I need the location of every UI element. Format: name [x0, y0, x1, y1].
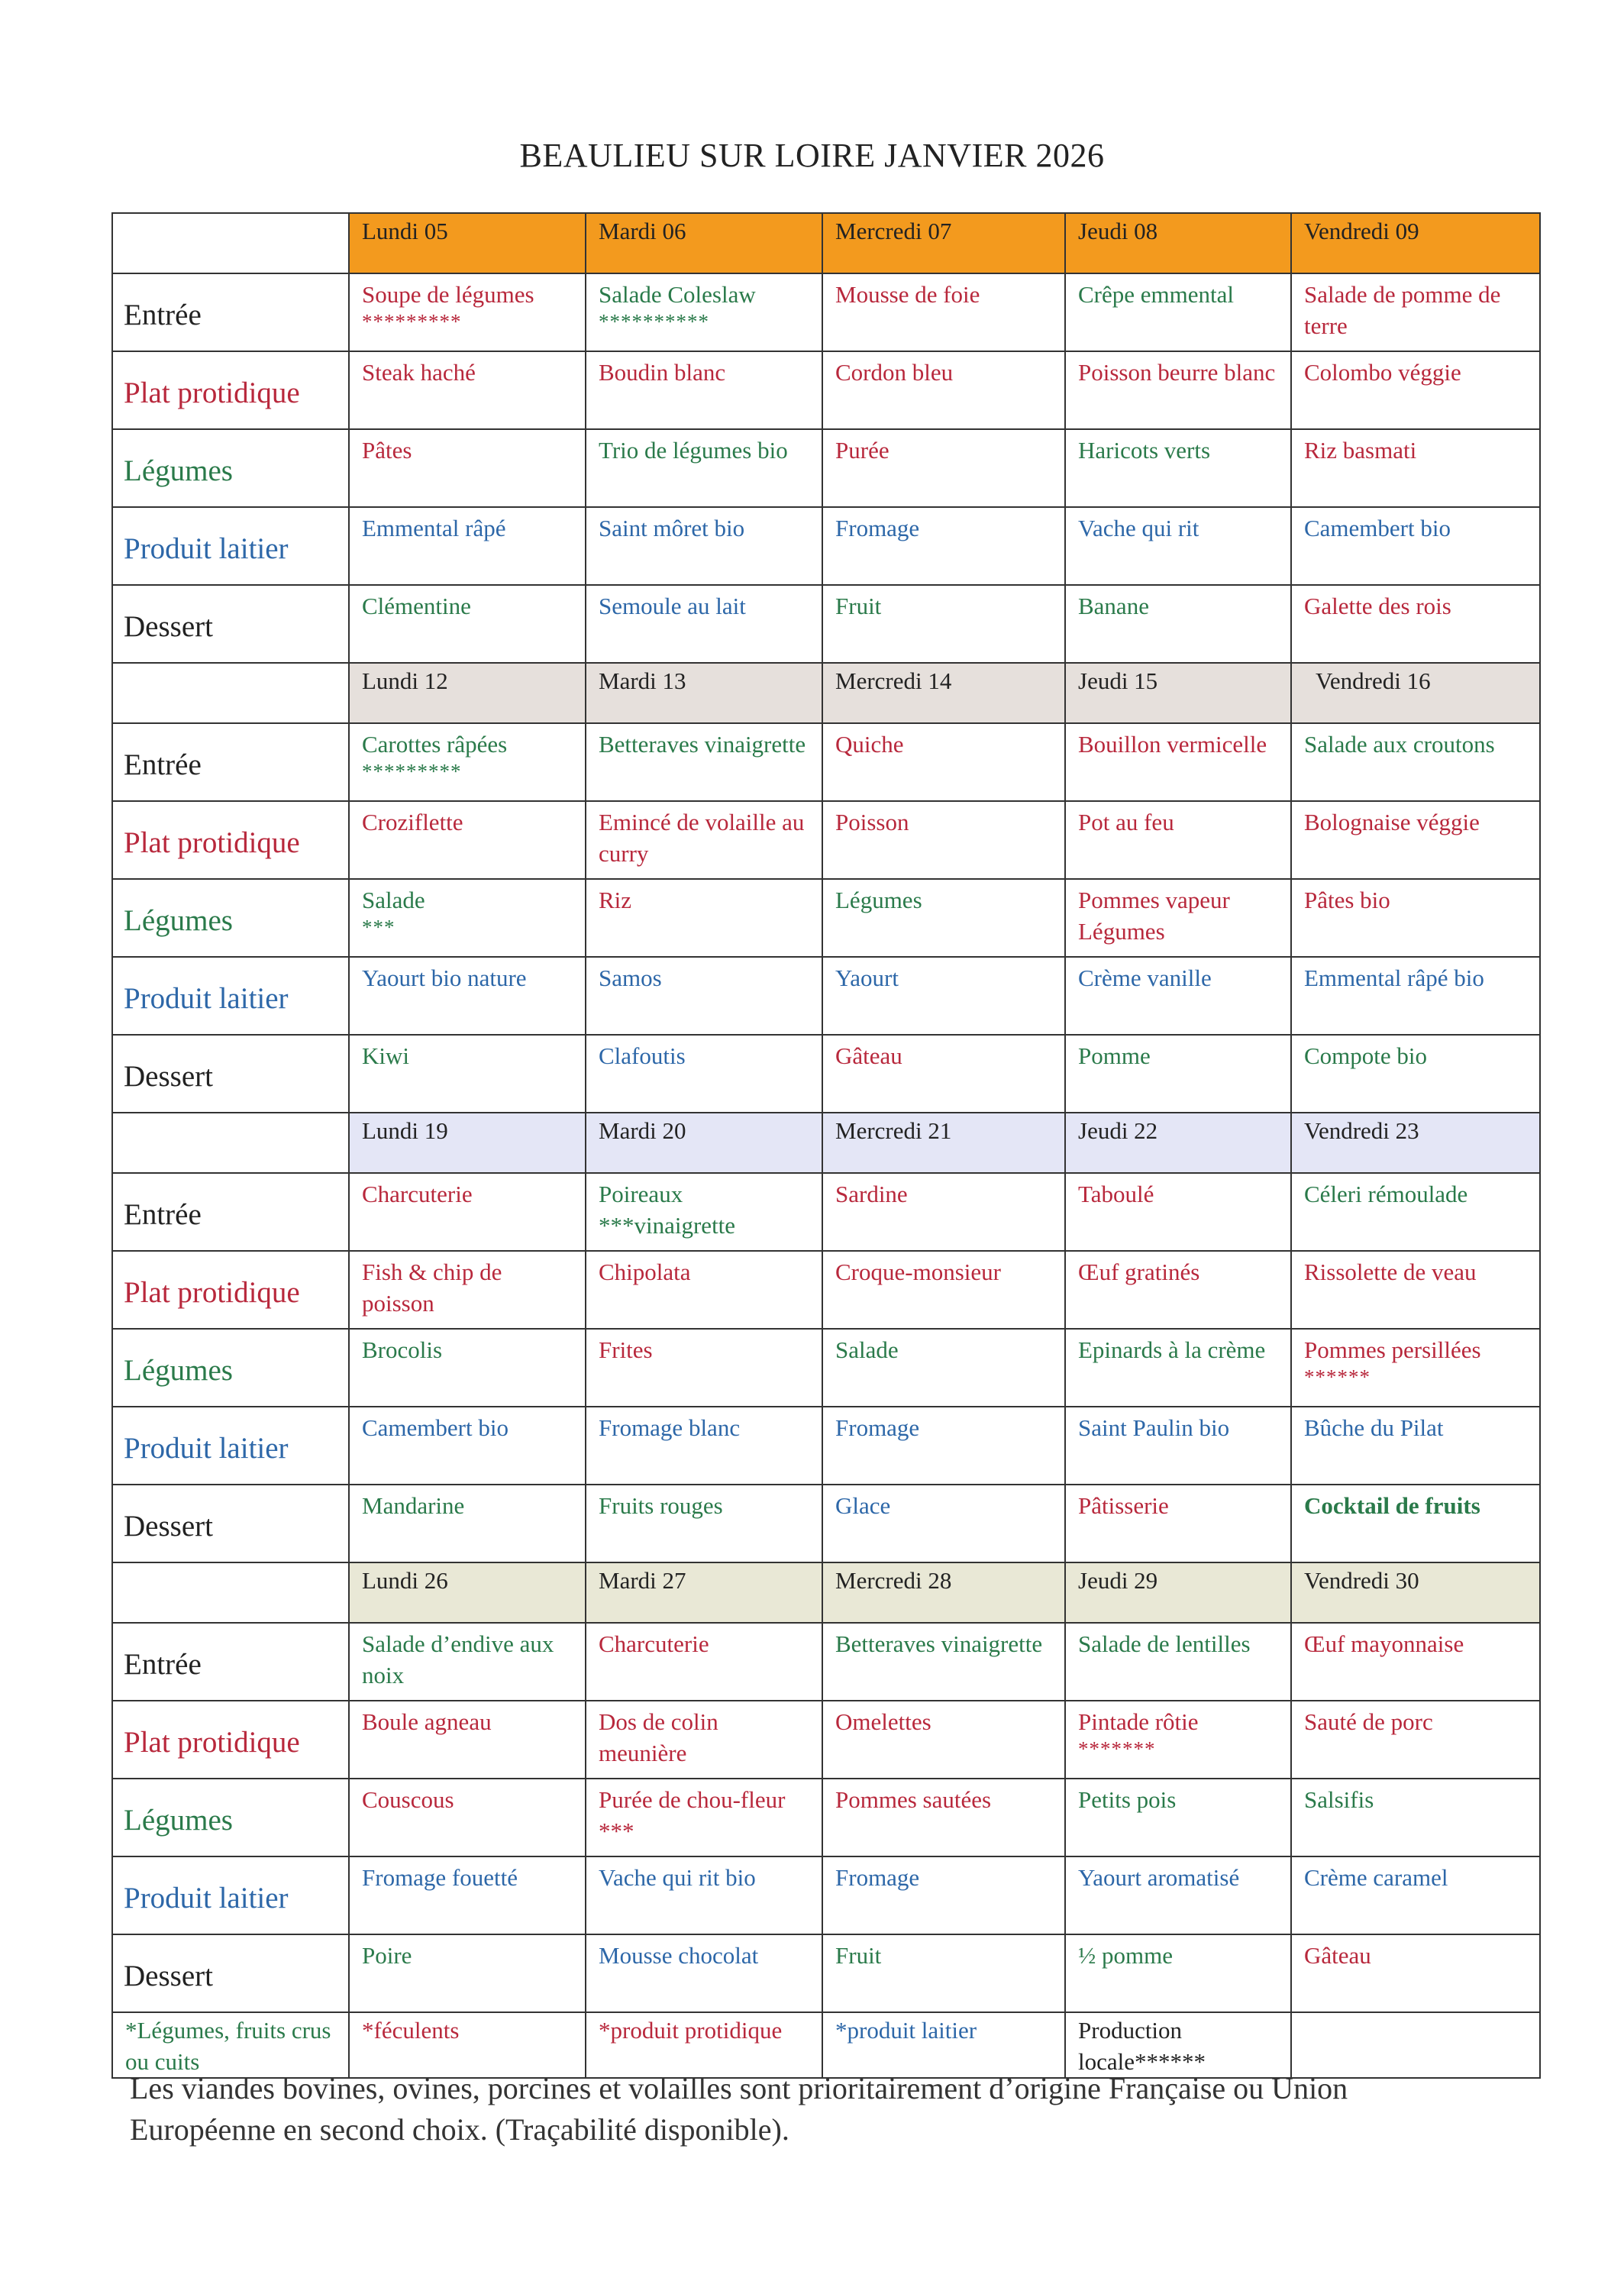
dish-cell [822, 1779, 1065, 1856]
meal-row [112, 723, 1540, 801]
dish-cell [349, 585, 586, 663]
meal-row [112, 1329, 1540, 1407]
dish-name: Saint môret bio [599, 515, 745, 541]
dish-name: Steak haché [362, 359, 476, 386]
dish-name: Riz basmati [1304, 437, 1417, 464]
dish-name: Boudin blanc [599, 359, 726, 386]
row-label: Entrée [112, 723, 349, 801]
dish-name: Fish & chip de poisson [362, 1259, 502, 1317]
dish-cell [1065, 1251, 1291, 1329]
dish-cell [1291, 585, 1540, 663]
meal-row [112, 1407, 1540, 1485]
dish-cell [822, 1251, 1065, 1329]
dish-name: Fruit [835, 1942, 882, 1969]
dish-name: Camembert bio [362, 1414, 509, 1441]
dish-name: Kiwi [362, 1042, 409, 1069]
dish-name: Bûche du Pilat [1304, 1414, 1444, 1441]
dish-cell [1291, 1407, 1540, 1485]
day-header: Mardi 27 [586, 1562, 822, 1623]
dish-name: Quiche [835, 731, 904, 758]
dish-name: Glace [835, 1492, 891, 1519]
blank-corner-cell [112, 663, 349, 723]
dish-name: Salade Coleslaw [599, 281, 756, 308]
day-header: Vendredi 16 [1291, 663, 1540, 723]
dish-name: Salade aux croutons [1304, 731, 1495, 758]
day-header: Jeudi 29 [1065, 1562, 1291, 1623]
week-header-row [112, 213, 1540, 273]
dish-cell [1291, 351, 1540, 429]
dish-name: Taboulé [1078, 1181, 1154, 1207]
dish-cell [586, 1934, 822, 2012]
dish-cell [1291, 1623, 1540, 1701]
row-label: Légumes [112, 1779, 349, 1856]
dish-name: Bouillon vermicelle [1078, 731, 1267, 758]
menu-table-body [112, 213, 1540, 2078]
dish-cell [1291, 1173, 1540, 1251]
dish-cell [1065, 957, 1291, 1035]
row-label: Produit laitier [112, 1856, 349, 1934]
dish-name: Salade [835, 1336, 899, 1363]
dish-name: Colombo véggie [1304, 359, 1461, 386]
dish-cell [1291, 1329, 1540, 1407]
dish-cell [1291, 1856, 1540, 1934]
day-header: Jeudi 15 [1065, 663, 1291, 723]
day-header: Vendredi 23 [1291, 1113, 1540, 1173]
day-header: Lundi 12 [349, 663, 586, 723]
dish-cell [1291, 957, 1540, 1035]
dish-name: Charcuterie [362, 1181, 473, 1207]
dish-cell [349, 1934, 586, 2012]
marker-stars: ********* [362, 760, 462, 783]
dish-cell [349, 1623, 586, 1701]
dish-name: Rissolette de veau [1304, 1259, 1477, 1285]
marker-stars: ******* [1078, 1737, 1156, 1760]
dish-cell [822, 1856, 1065, 1934]
dish-name: Banane [1078, 593, 1149, 619]
dish-cell [586, 1251, 822, 1329]
meal-row [112, 1934, 1540, 2012]
legend-item: *produit protidique [586, 2012, 822, 2078]
dish-cell [822, 429, 1065, 507]
dish-cell [1065, 723, 1291, 801]
meal-row [112, 1173, 1540, 1251]
page-title: BEAULIEU SUR LOIRE JANVIER 2026 [519, 137, 1105, 174]
dish-cell [1291, 273, 1540, 351]
dish-name: Crêpe emmental [1078, 281, 1234, 308]
dish-name: Purée [835, 437, 889, 464]
dish-name: Mousse chocolat [599, 1942, 759, 1969]
dish-name: Pâtisserie [1078, 1492, 1169, 1519]
dish-name: Soupe de légumes [362, 281, 534, 308]
dish-cell [586, 351, 822, 429]
blank-corner-cell [112, 1113, 349, 1173]
dish-cell [349, 1251, 586, 1329]
dish-name: Pâtes bio [1304, 887, 1390, 913]
meal-row [112, 1701, 1540, 1779]
dish-name: Haricots verts [1078, 437, 1211, 464]
blank-corner-cell [112, 213, 349, 273]
dish-cell [586, 429, 822, 507]
dish-cell [349, 429, 586, 507]
dish-name: Salade de lentilles [1078, 1630, 1251, 1657]
dish-name: Semoule au lait [599, 593, 746, 619]
marker-stars: ********** [599, 310, 709, 333]
dish-cell [1291, 1934, 1540, 2012]
row-label: Produit laitier [112, 1407, 349, 1485]
dish-cell [1065, 1407, 1291, 1485]
dish-name: Pot au feu [1078, 809, 1174, 835]
day-header: Mercredi 21 [822, 1113, 1065, 1173]
day-header: Mardi 06 [586, 213, 822, 273]
dish-cell [1065, 1779, 1291, 1856]
dish-cell [349, 273, 586, 351]
dish-name: Clémentine [362, 593, 471, 619]
dish-cell [349, 879, 586, 957]
dish-cell [1065, 1329, 1291, 1407]
dish-cell [1291, 1251, 1540, 1329]
dish-cell [822, 723, 1065, 801]
dish-cell [349, 801, 586, 879]
row-label: Entrée [112, 1173, 349, 1251]
dish-cell [586, 879, 822, 957]
dish-name: Croque-monsieur [835, 1259, 1001, 1285]
row-label: Plat protidique [112, 351, 349, 429]
dish-name: Croziflette [362, 809, 463, 835]
dish-name: Crème caramel [1304, 1864, 1448, 1891]
marker-stars: ****** [1304, 1365, 1371, 1388]
row-label: Légumes [112, 1329, 349, 1407]
dish-cell [349, 351, 586, 429]
dish-cell [1065, 585, 1291, 663]
row-label: Dessert [112, 585, 349, 663]
dish-cell [1291, 1485, 1540, 1562]
day-header: Mercredi 28 [822, 1562, 1065, 1623]
dish-name: Crème vanille [1078, 965, 1212, 991]
meal-row [112, 957, 1540, 1035]
dish-name: Œuf gratinés [1078, 1259, 1200, 1285]
day-header: Jeudi 22 [1065, 1113, 1291, 1173]
dish-name: Fromage blanc [599, 1414, 741, 1441]
dish-name: Emmental râpé bio [1304, 965, 1484, 991]
dish-name: Gâteau [1304, 1942, 1371, 1969]
dish-cell [586, 1856, 822, 1934]
dish-cell [1291, 507, 1540, 585]
dish-cell [586, 1485, 822, 1562]
row-label: Dessert [112, 1934, 349, 2012]
dish-name: Céleri rémoulade [1304, 1181, 1468, 1207]
menu-table [111, 212, 1541, 2079]
dish-cell [1291, 879, 1540, 957]
dish-name: Petits pois [1078, 1786, 1177, 1813]
row-label: Légumes [112, 879, 349, 957]
meal-row [112, 351, 1540, 429]
dish-cell [349, 1035, 586, 1113]
dish-name: Mousse de foie [835, 281, 980, 308]
day-header: Lundi 26 [349, 1562, 586, 1623]
dish-name: Salade [362, 887, 425, 913]
dish-cell [1065, 273, 1291, 351]
dish-cell [822, 1623, 1065, 1701]
dish-name: Fromage [835, 515, 920, 541]
dish-name: Yaourt bio nature [362, 965, 527, 991]
marker-stars: ********* [362, 310, 462, 333]
dish-cell [349, 1856, 586, 1934]
row-label: Entrée [112, 1623, 349, 1701]
dish-name: Chipolata [599, 1259, 691, 1285]
day-header: Lundi 05 [349, 213, 586, 273]
meal-row [112, 429, 1540, 507]
dish-cell [586, 273, 822, 351]
dish-cell [1291, 429, 1540, 507]
row-label: Produit laitier [112, 957, 349, 1035]
dish-cell [586, 1407, 822, 1485]
dish-name: Purée de chou-fleur *** [599, 1786, 786, 1844]
dish-cell [586, 957, 822, 1035]
day-header: Mercredi 14 [822, 663, 1065, 723]
dish-cell [822, 273, 1065, 351]
legend-item: *Légumes, fruits crus ou cuits [112, 2012, 349, 2078]
dish-name: Vache qui rit bio [599, 1864, 756, 1891]
dish-name: Pommes vapeur Légumes [1078, 887, 1230, 945]
dish-name: ½ pomme [1078, 1942, 1173, 1969]
dish-cell [822, 1701, 1065, 1779]
meal-row [112, 273, 1540, 351]
dish-name: Betteraves vinaigrette [835, 1630, 1043, 1657]
row-label: Produit laitier [112, 507, 349, 585]
dish-name: Betteraves vinaigrette [599, 731, 806, 758]
day-header: Mardi 13 [586, 663, 822, 723]
week-header-row [112, 663, 1540, 723]
dish-name: Carottes râpées [362, 731, 508, 758]
dish-name: Galette des rois [1304, 593, 1451, 619]
dish-name: Epinards à la crème [1078, 1336, 1266, 1363]
meal-row [112, 1856, 1540, 1934]
dish-cell [822, 585, 1065, 663]
meal-row [112, 585, 1540, 663]
dish-name: Pommes persillées [1304, 1336, 1481, 1363]
dish-name: Pâtes [362, 437, 412, 464]
row-label: Plat protidique [112, 801, 349, 879]
dish-cell [1291, 1035, 1540, 1113]
row-label: Légumes [112, 429, 349, 507]
row-label: Dessert [112, 1035, 349, 1113]
day-header: Lundi 19 [349, 1113, 586, 1173]
origin-footnote: Les viandes bovines, ovines, porcines et volailles sont prioritairement d’origine Française ou Union Européenne en second choix. (Traçabilité disponible). [130, 2071, 1348, 2147]
dish-cell [586, 723, 822, 801]
dish-name: Poisson [835, 809, 909, 835]
dish-cell [586, 1779, 822, 1856]
dish-name: Légumes [835, 887, 922, 913]
dish-name: Poireaux [599, 1181, 683, 1207]
dish-name: Couscous [362, 1786, 454, 1813]
dish-cell [349, 1173, 586, 1251]
meal-row [112, 879, 1540, 957]
dish-name: Pintade rôtie [1078, 1708, 1199, 1735]
dish-cell [1291, 1701, 1540, 1779]
dish-cell [349, 957, 586, 1035]
dish-name-continued: vinaigrette [634, 1212, 736, 1239]
dish-name: Yaourt aromatisé [1078, 1864, 1240, 1891]
day-header: Vendredi 09 [1291, 213, 1540, 273]
dish-cell [822, 801, 1065, 879]
legend-item: *féculents [349, 2012, 586, 2078]
dish-name: Pommes sautées [835, 1786, 992, 1813]
dish-name: Emincé de volaille au curry [599, 809, 805, 867]
dish-cell [822, 1329, 1065, 1407]
day-header: Mercredi 07 [822, 213, 1065, 273]
dish-name: Œuf mayonnaise [1304, 1630, 1464, 1657]
dish-name: Saint Paulin bio [1078, 1414, 1230, 1441]
dish-cell [586, 1623, 822, 1701]
dish-name: Brocolis [362, 1336, 443, 1363]
dish-cell [822, 1934, 1065, 2012]
dish-cell [822, 1173, 1065, 1251]
blank-corner-cell [112, 1562, 349, 1623]
day-header: Vendredi 30 [1291, 1562, 1540, 1623]
dish-cell [1291, 723, 1540, 801]
dish-name: Charcuterie [599, 1630, 709, 1657]
dish-cell [822, 351, 1065, 429]
dish-name: Cocktail de fruits [1304, 1492, 1480, 1519]
dish-name: Samos [599, 965, 662, 991]
dish-cell [349, 723, 586, 801]
dish-cell [586, 585, 822, 663]
dish-name: Poisson beurre blanc [1078, 359, 1276, 386]
dish-name: Pomme [1078, 1042, 1151, 1069]
dish-name: Salsifis [1304, 1786, 1374, 1813]
row-label: Entrée [112, 273, 349, 351]
dish-cell [822, 1485, 1065, 1562]
dish-name: Trio de légumes bio [599, 437, 788, 464]
row-label: Plat protidique [112, 1251, 349, 1329]
marker-stars: *** [599, 1212, 634, 1239]
dish-name: Gâteau [835, 1042, 902, 1069]
dish-cell [349, 1701, 586, 1779]
meal-row [112, 1779, 1540, 1856]
dish-cell [586, 1701, 822, 1779]
dish-name: Fromage [835, 1414, 920, 1441]
dish-cell [349, 1407, 586, 1485]
dish-name: Poire [362, 1942, 412, 1969]
dish-name: Camembert bio [1304, 515, 1451, 541]
row-label: Plat protidique [112, 1701, 349, 1779]
dish-name: Dos de colin meunière [599, 1708, 718, 1766]
meal-row [112, 1623, 1540, 1701]
dish-cell [1065, 1623, 1291, 1701]
dish-cell [349, 1329, 586, 1407]
dish-cell [1065, 1485, 1291, 1562]
dish-cell [1065, 351, 1291, 429]
dish-name: Sardine [835, 1181, 908, 1207]
dish-name: Fromage fouetté [362, 1864, 518, 1891]
legend-item: *produit laitier [822, 2012, 1065, 2078]
dish-name: Emmental râpé [362, 515, 506, 541]
dish-name: Yaourt [835, 965, 899, 991]
dish-name: Mandarine [362, 1492, 465, 1519]
dish-cell [1065, 1701, 1291, 1779]
dish-name: Vache qui rit [1078, 515, 1199, 541]
dish-cell [349, 1779, 586, 1856]
meal-row [112, 1035, 1540, 1113]
row-label: Dessert [112, 1485, 349, 1562]
meal-row [112, 507, 1540, 585]
dish-cell [586, 1329, 822, 1407]
dish-name: Fruit [835, 593, 882, 619]
dish-cell [1065, 1856, 1291, 1934]
dish-cell [1065, 879, 1291, 957]
dish-name: Salade de pomme de terre [1304, 281, 1501, 339]
dish-cell [1065, 1173, 1291, 1251]
dish-cell [822, 507, 1065, 585]
week-header-row [112, 1113, 1540, 1173]
dish-cell [586, 507, 822, 585]
dish-cell [822, 879, 1065, 957]
marker-stars: *** [362, 916, 396, 939]
dish-name: Compote bio [1304, 1042, 1428, 1069]
dish-cell [1291, 801, 1540, 879]
dish-cell [1065, 801, 1291, 879]
day-header: Mardi 20 [586, 1113, 822, 1173]
dish-cell [349, 507, 586, 585]
dish-cell [1065, 507, 1291, 585]
dish-name: Fromage [835, 1864, 920, 1891]
dish-name: Fruits rouges [599, 1492, 723, 1519]
day-header: Jeudi 08 [1065, 213, 1291, 273]
dish-name: Clafoutis [599, 1042, 686, 1069]
dish-cell [822, 1035, 1065, 1113]
dish-cell [1291, 1779, 1540, 1856]
meal-row [112, 1251, 1540, 1329]
dish-cell [1065, 1035, 1291, 1113]
dish-cell [822, 1407, 1065, 1485]
dish-name: Frites [599, 1336, 653, 1363]
dish-cell [586, 1035, 822, 1113]
dish-cell [1065, 429, 1291, 507]
dish-cell [586, 801, 822, 879]
week-header-row [112, 1562, 1540, 1623]
dish-name: Bolognaise véggie [1304, 809, 1480, 835]
dish-cell [349, 1485, 586, 1562]
meal-row [112, 801, 1540, 879]
dish-name: Cordon bleu [835, 359, 954, 386]
dish-name: Riz [599, 887, 632, 913]
dish-cell [586, 1173, 822, 1251]
dish-name: Boule agneau [362, 1708, 492, 1735]
dish-name: Omelettes [835, 1708, 931, 1735]
dish-name: Salade d’endive aux noix [362, 1630, 554, 1688]
legend-item: Production locale****** [1065, 2012, 1291, 2078]
dish-cell [822, 957, 1065, 1035]
dish-name: Sauté de porc [1304, 1708, 1433, 1735]
meal-row [112, 1485, 1540, 1562]
dish-cell [1065, 1934, 1291, 2012]
